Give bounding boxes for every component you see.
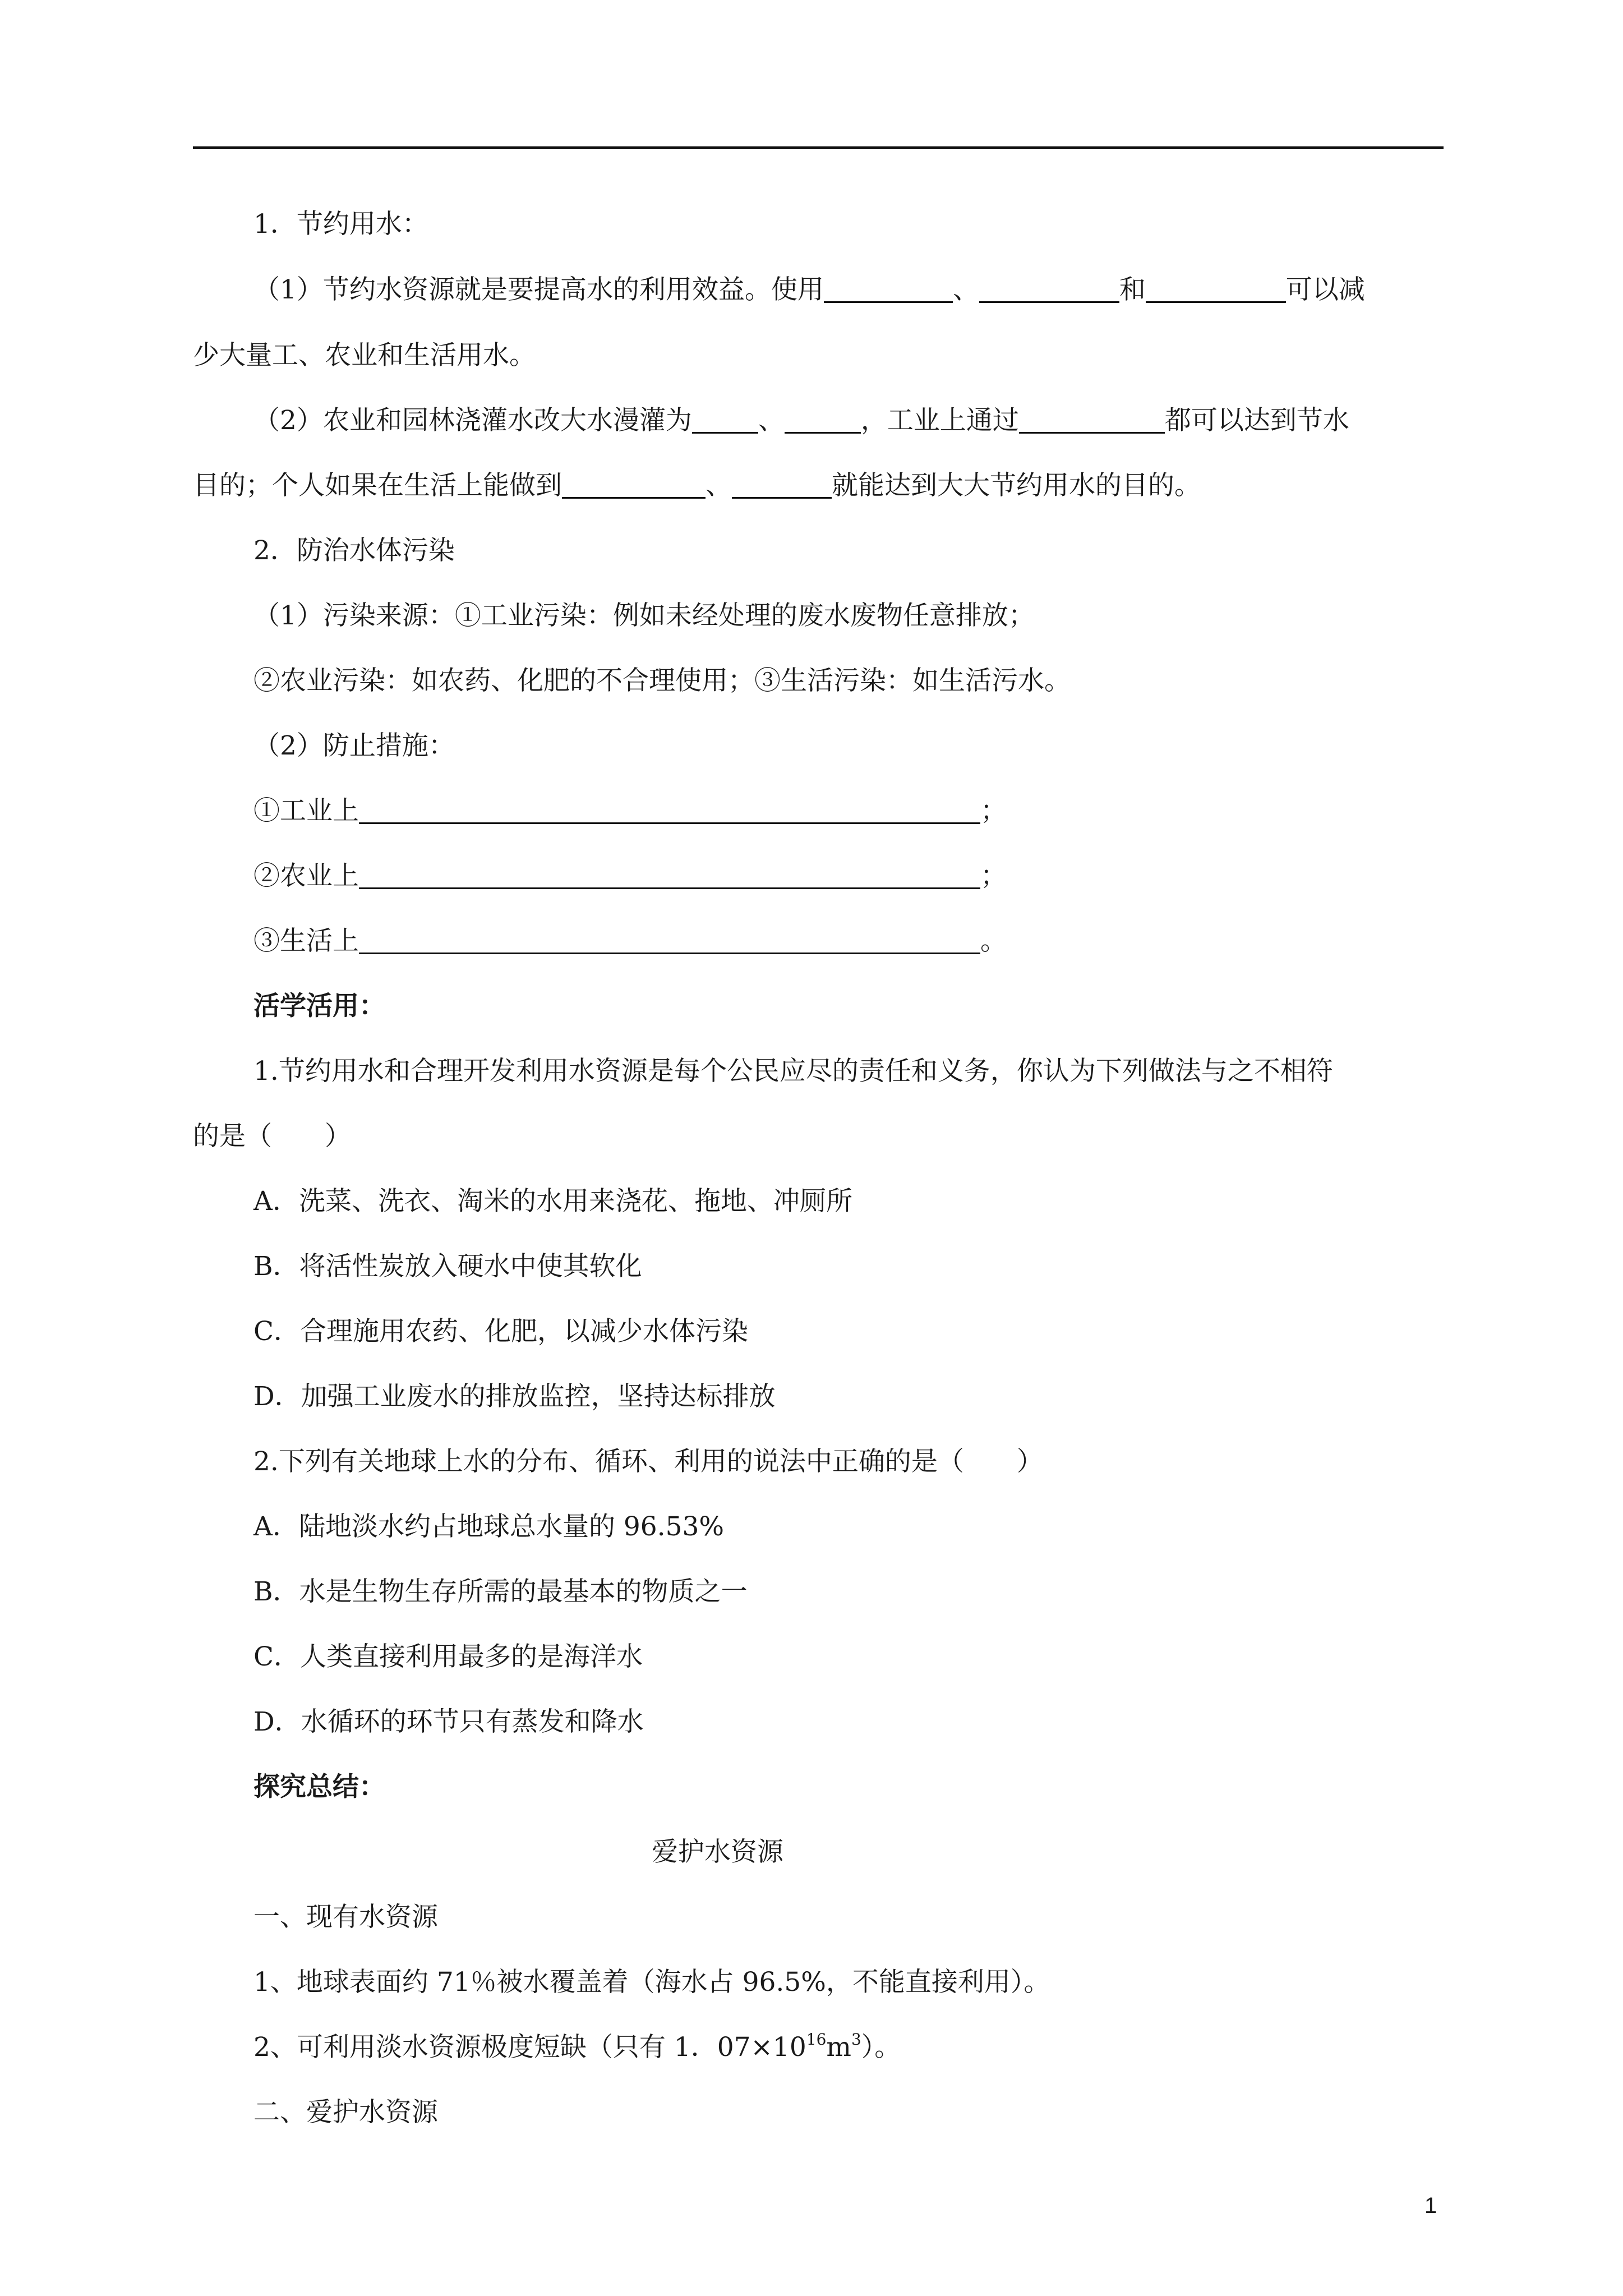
q1-option-c: C．合理施用农药、化肥，以减少水体污染 xyxy=(253,1316,748,1347)
summary-title: 爱护水资源 xyxy=(652,1837,783,1867)
blank[interactable] xyxy=(562,468,706,499)
header-rule xyxy=(193,146,1444,149)
blank[interactable] xyxy=(1019,403,1165,434)
summary-part2: 二、爱护水资源 xyxy=(253,2097,438,2128)
measure-industry: ①工业上 ； xyxy=(253,789,1007,834)
summary-fact2: 2、可利用淡水资源极度短缺（只有 1．$07\times 10^{16}m^3$）。 xyxy=(253,2030,901,2063)
section1-item2-line2: 目的；个人如果在生活上能做到 、 就能达到大大节约用水的目的。 xyxy=(193,463,1201,508)
q1-stem-line1: 1.节约用水和合理开发利用水资源是每个公民应尽的责任和义务，你认为下列做法与之不相符 xyxy=(253,1056,1333,1087)
section2-heading: 2．防治水体污染 xyxy=(253,535,455,566)
blank[interactable] xyxy=(785,403,861,434)
section1-item1-line1: （1）节约水资源就是要提高水的利用效益。使用 、 和 可以减 xyxy=(253,268,1365,312)
blank[interactable] xyxy=(359,793,980,824)
blank[interactable] xyxy=(692,403,758,434)
q1-option-b: B．将活性炭放入硬水中使其软化 xyxy=(253,1251,642,1282)
q2-option-a: A．陆地淡水约占地球总水量的 96.53% xyxy=(253,1511,725,1542)
q2-stem: 2.下列有关地球上水的分布、循环、利用的说法中正确的是（ ） xyxy=(253,1446,1043,1477)
practice-heading: 活学活用： xyxy=(253,991,385,1022)
summary-heading: 探究总结： xyxy=(253,1772,385,1802)
measure-agriculture: ②农业上 ； xyxy=(253,854,1007,899)
blank[interactable] xyxy=(732,468,832,499)
blank[interactable] xyxy=(979,272,1119,303)
blank[interactable] xyxy=(359,858,980,889)
blank[interactable] xyxy=(1146,272,1286,303)
q1-option-d: D．加强工业废水的排放监控，坚持达标排放 xyxy=(253,1381,776,1412)
q2-option-b: B．水是生物生存所需的最基本的物质之一 xyxy=(253,1576,748,1607)
blank[interactable] xyxy=(824,272,953,303)
pollution-sources-line1: （1）污染来源：①工业污染：例如未经处理的废水废物任意排放； xyxy=(253,600,1035,631)
measures-heading: （2）防止措施： xyxy=(253,730,455,761)
q2-option-d: D．水循环的环节只有蒸发和降水 xyxy=(253,1706,644,1737)
section1-item2-line1: （2）农业和园林浇灌水改大水漫灌为 、 ，工业上通过 都可以达到节水 xyxy=(253,398,1349,443)
page-number: 1 xyxy=(1424,2193,1437,2218)
section1-heading: 1．节约用水： xyxy=(253,209,428,240)
q1-stem-line2: 的是（ ） xyxy=(193,1121,351,1152)
section1-item1-line2: 少大量工、农业和生活用水。 xyxy=(193,340,536,371)
blank[interactable] xyxy=(359,923,980,954)
measure-life: ③生活上 。 xyxy=(253,919,1007,964)
summary-part1: 一、现有水资源 xyxy=(253,1902,438,1932)
summary-fact1: 1、地球表面约 71％被水覆盖着（海水占 96.5%，不能直接利用）。 xyxy=(253,1967,1050,1998)
pollution-sources-line2: ②农业污染：如农药、化肥的不合理使用；③生活污染：如生活污水。 xyxy=(253,665,1071,696)
q1-option-a: A．洗菜、洗衣、淘米的水用来浇花、拖地、冲厕所 xyxy=(253,1186,852,1217)
q2-option-c: C．人类直接利用最多的是海洋水 xyxy=(253,1641,643,1672)
